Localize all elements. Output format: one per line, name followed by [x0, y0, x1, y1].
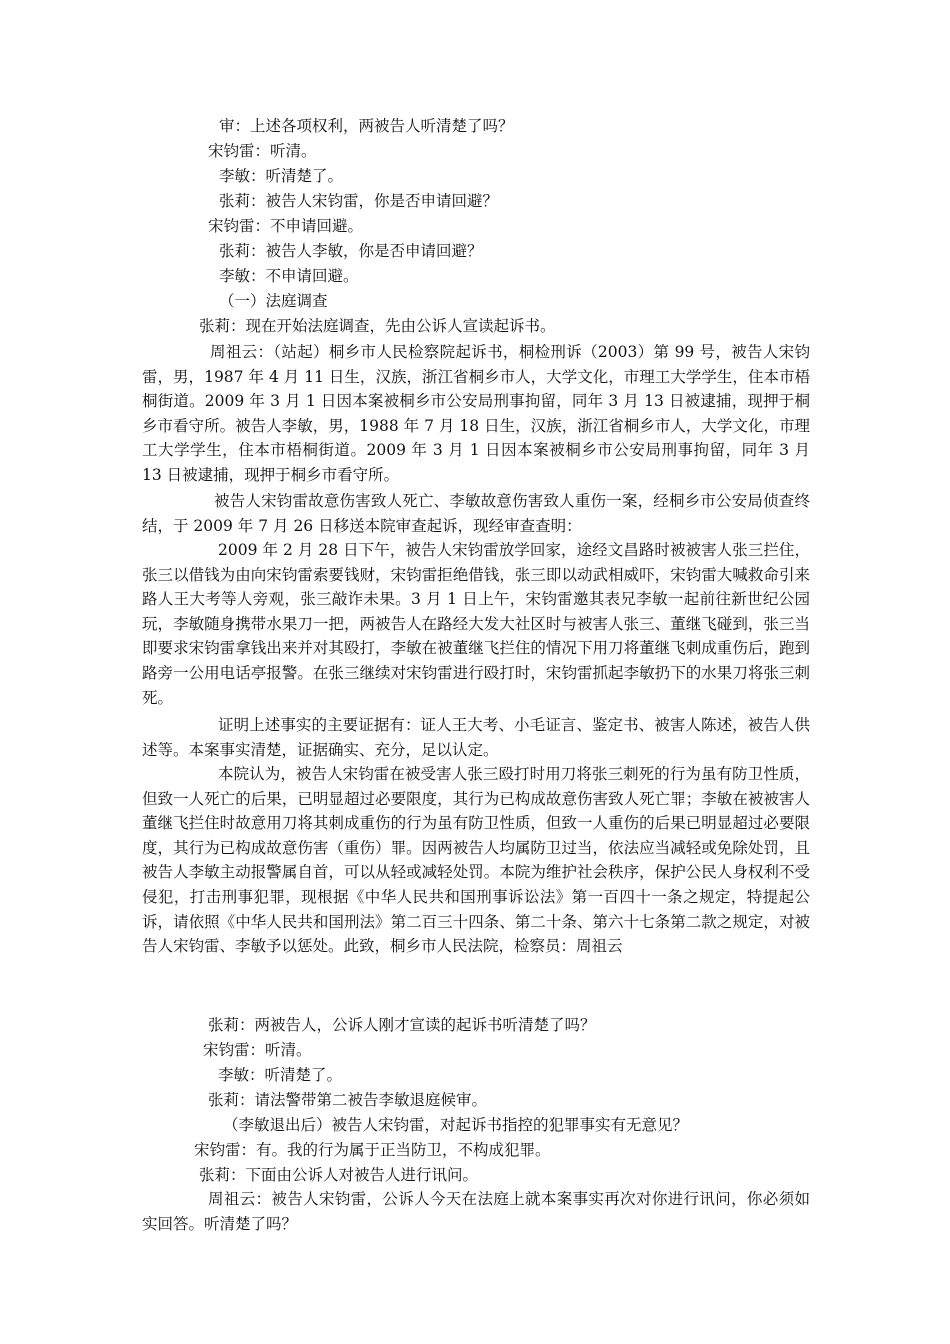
indictment-paragraph: 周祖云：（站起）桐乡市人民检察院起诉书，桐检刑诉（2003）第 99 号，被告人宋钧雷，男，1987 年 4 月 11 日生，汉族，浙江省桐乡市人，大学文化，市理工大学学生，住本市梧桐街道。2009 年 3 月 1 日因本案被桐乡市公安局刑事拘留，同年 3 月 13 日被逮捕，现押于桐乡市看守所。被告人李敏，男，1988 年 7 月 18 日生，汉族，浙江省桐乡市人，大学文化，市理工大学学生，住本市梧桐街道。2009 年 3 月 1 日因本案被桐乡市公安局刑事拘留，同年 3 月 13 日被逮捕，现押于桐乡市看守所。	[142, 343, 810, 484]
transcript-line: 张莉：被告人李敏，你是否申请回避？	[219, 242, 483, 260]
transcript-line: 宋钧雷：不申请回避。	[208, 217, 364, 235]
transcript-line: 张莉：下面由公诉人对被告人进行讯问。	[199, 1166, 479, 1184]
transcript-line: 李敏：听清楚了。	[219, 167, 344, 185]
transcript-line: 张莉：请法警带第二被告李敏退庭候审。	[208, 1091, 488, 1109]
transcript-line: （李敏退出后）被告人宋钧雷，对起诉书指控的犯罪事实有无意见？	[223, 1116, 689, 1134]
indictment-paragraph: 本院认为，被告人宋钧雷在被受害人张三殴打时用刀将张三刺死的行为虽有防卫性质，但致一人死亡的后果，已明显超过必要限度，其行为已构成故意伤害致人死亡罪；李敏在被被害人董继飞拦住时故意用刀将其刺成重伤的行为虽有防卫性质，但致一人重伤的后果已明显超过必要限度，其行为已构成故意伤害（重伤）罪。因两被告人均属防卫过当，依法应当减轻或免除处罚，且被告人李敏主动报警属自首，可以从轻或减轻处罚。本院为维护社会秩序，保护公民人身权利不受侵犯，打击刑事犯罪，现根据《中华人民共和国刑事诉讼法》第一百四十一条之规定，特提起公诉，请依照《中华人民共和国刑法》第二百三十四条、第二十条、第六十七条第二款之规定，对被告人宋钧雷、李敏予以惩处。此致，桐乡市人民法院，检察员：周祖云	[142, 765, 810, 956]
transcript-line: 宋钧雷：有。我的行为属于正当防卫，不构成犯罪。	[194, 1141, 551, 1159]
section-heading: （一）法庭调查	[219, 292, 328, 310]
transcript-paragraph: 周祖云：被告人宋钧雷，公诉人今天在法庭上就本案事实再次对你进行讯问，你必须如实回答。听清楚了吗？	[142, 1190, 810, 1233]
transcript-line: 李敏：听清楚了。	[218, 1066, 343, 1084]
transcript-line: 审：上述各项权利，两被告人听清楚了吗？	[219, 117, 514, 135]
transcript-line: 张莉：两被告人，公诉人刚才宣读的起诉书听清楚了吗？	[208, 1016, 596, 1034]
transcript-line: 宋钧雷：听清。	[203, 1041, 312, 1059]
transcript-line: 张莉：现在开始法庭调查，先由公诉人宣读起诉书。	[199, 317, 556, 335]
indictment-paragraph: 被告人宋钧雷故意伤害致人死亡、李敏故意伤害致人重伤一案，经桐乡市公安局侦查终结，于 2009 年 7 月 26 日移送本院审查起诉，现经审查查明：	[142, 492, 810, 535]
transcript-line: 宋钧雷：听清。	[208, 142, 317, 160]
indictment-paragraph: 2009 年 2 月 28 日下午，被告人宋钧雷放学回家，途经文昌路时被被害人张三拦住，张三以借钱为由向宋钧雷索要钱财，宋钧雷拒绝借钱，张三即以动武相威吓，宋钧雷大喊救命引来路人王大考等人旁观，张三敲诈未果。3 月 1 日上午，宋钧雷邀其表兄李敏一起前往新世纪公园玩，李敏随身携带水果刀一把，两被告人在路经大发大社区时与被害人张三、董继飞碰到，张三当即要求宋钧雷拿钱出来并对其殴打，李敏在被董继飞拦住的情况下用刀将董继飞刺成重伤后，跑到路旁一公用电话亭报警。在张三继续对宋钧雷进行殴打时，宋钧雷抓起李敏扔下的水果刀将张三刺死。	[142, 541, 810, 707]
transcript-line: 张莉：被告人宋钧雷，你是否申请回避？	[219, 192, 499, 210]
transcript-line: 李敏：不申请回避。	[219, 267, 359, 285]
indictment-paragraph: 证明上述事实的主要证据有：证人王大考、小毛证言、鉴定书、被害人陈述，被告人供述等。本案事实清楚，证据确实、充分，足以认定。	[142, 716, 810, 759]
